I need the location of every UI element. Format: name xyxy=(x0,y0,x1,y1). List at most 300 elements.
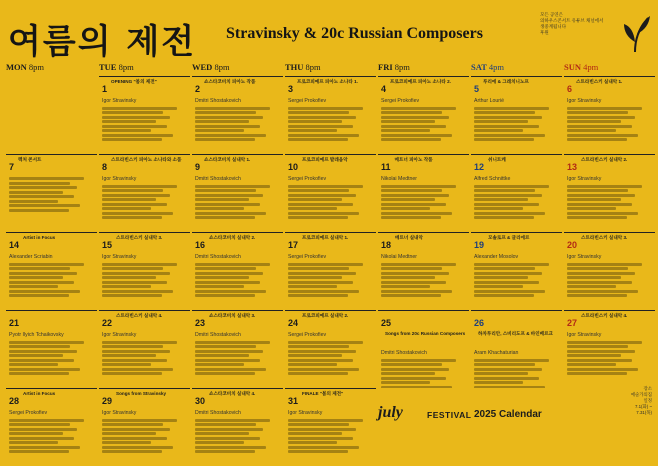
composer-name: Dmitri Shostakovich xyxy=(195,410,241,416)
program-line xyxy=(288,372,348,375)
program-line xyxy=(195,450,255,453)
day-number: 20 xyxy=(567,240,578,250)
program-line xyxy=(381,198,435,201)
calendar-day-cell xyxy=(99,154,190,232)
calendar-day-cell xyxy=(471,154,562,232)
program-line xyxy=(195,281,260,284)
program-line xyxy=(102,272,170,275)
program-line xyxy=(474,381,523,384)
program-line xyxy=(474,194,542,197)
program-line xyxy=(195,189,256,192)
concert-title: OPENING "봄의 제전" xyxy=(111,79,157,84)
program-line xyxy=(195,111,256,114)
calendar-day-cell xyxy=(6,76,97,154)
venue-line: 예술가의집 xyxy=(630,392,652,397)
calendar-day-cell xyxy=(192,310,283,388)
program-line xyxy=(474,263,549,266)
concert-title: 쇼스타코비치 실내악 4. xyxy=(209,391,256,396)
calendar-day-cell xyxy=(6,232,97,310)
program-line xyxy=(288,185,363,188)
day-number: 10 xyxy=(288,162,299,172)
calendar-day-cell xyxy=(564,76,655,154)
program-line xyxy=(381,294,441,297)
july-logo: july xyxy=(378,404,403,421)
program-line xyxy=(567,363,616,366)
day-number: 15 xyxy=(102,240,113,250)
concert-title: 쇼스타코비치 피아노 작품 xyxy=(204,79,256,84)
program-line xyxy=(195,129,244,132)
program-line xyxy=(288,341,363,344)
program-line xyxy=(381,216,441,219)
program-line xyxy=(195,290,266,293)
program-line xyxy=(288,263,363,266)
day-number: 22 xyxy=(102,318,113,328)
program-line xyxy=(381,120,435,123)
program-text-block xyxy=(102,419,187,454)
program-line xyxy=(474,285,523,288)
program-line xyxy=(102,203,167,206)
concert-title: Artist in Focus xyxy=(23,235,56,240)
program-line xyxy=(102,432,156,435)
weekday-header xyxy=(6,62,654,74)
program-line xyxy=(195,363,244,366)
program-line xyxy=(9,285,58,288)
program-text-block xyxy=(9,419,94,454)
program-line xyxy=(102,372,162,375)
program-line xyxy=(474,281,539,284)
program-line xyxy=(9,195,74,198)
calendar-day-cell xyxy=(192,154,283,232)
venue-info xyxy=(588,386,652,416)
day-number: 3 xyxy=(288,84,294,94)
calendar-day-cell xyxy=(285,310,376,388)
calendar-day-cell xyxy=(99,310,190,388)
program-line xyxy=(381,263,456,266)
program-line xyxy=(567,134,638,137)
info-line: 생중계됩니다 xyxy=(540,24,567,29)
program-line xyxy=(381,111,442,114)
program-line xyxy=(9,272,77,275)
program-line xyxy=(195,185,270,188)
program-line xyxy=(288,423,349,426)
program-line xyxy=(9,191,63,194)
info-line: 모든 공연은 xyxy=(540,12,563,17)
program-line xyxy=(102,263,177,266)
program-line xyxy=(195,441,244,444)
program-line xyxy=(195,116,263,119)
program-line xyxy=(102,423,163,426)
calendar-day-cell xyxy=(564,232,655,310)
program-line xyxy=(9,341,84,344)
day-number: 29 xyxy=(102,396,113,406)
program-text-block xyxy=(381,107,466,142)
composer-name: Igor Stravinsky xyxy=(102,176,137,182)
program-line xyxy=(381,116,449,119)
day-number: 12 xyxy=(474,162,485,172)
calendar-day-cell xyxy=(192,76,283,154)
program-line xyxy=(288,125,353,128)
program-line xyxy=(9,419,84,422)
program-line xyxy=(9,182,70,185)
program-line xyxy=(9,350,77,353)
composer-name: Pyotr Ilyich Tchaikovsky xyxy=(9,332,64,338)
day-fri: FRI 8pm xyxy=(378,62,410,72)
concert-title: Songs from 20c Russian Composers xyxy=(385,331,466,336)
program-line xyxy=(195,267,256,270)
program-line xyxy=(102,294,162,297)
program-line xyxy=(567,129,616,132)
concert-title: 스트라빈스키 피아노 소나타와 소품 xyxy=(111,157,182,162)
day-number: 28 xyxy=(9,396,20,406)
composer-name: Arthur Lourié xyxy=(474,98,504,104)
header xyxy=(0,0,658,60)
concert-title: 프로코피예프 실내악 1. xyxy=(302,235,349,240)
day-sun: SUN 4pm xyxy=(564,62,599,72)
program-line xyxy=(102,216,162,219)
program-line xyxy=(102,368,173,371)
program-line xyxy=(195,207,244,210)
program-line xyxy=(102,212,173,215)
program-line xyxy=(474,212,545,215)
program-line xyxy=(195,350,263,353)
program-line xyxy=(474,107,549,110)
program-line xyxy=(102,276,156,279)
composer-name: Alfred Schnittke xyxy=(474,176,511,182)
title-english: Stravinsky & 20c Russian Composers xyxy=(226,25,483,42)
program-text-block xyxy=(288,107,373,142)
program-text-block xyxy=(195,107,280,142)
day-number: 2 xyxy=(195,84,201,94)
program-line xyxy=(102,437,167,440)
festival-label: FESTIVAL xyxy=(427,410,472,420)
program-line xyxy=(474,272,542,275)
calendar-day-cell xyxy=(378,154,469,232)
calendar-day-cell xyxy=(6,388,97,466)
program-line xyxy=(567,281,632,284)
concert-title: 메트너 실내악 xyxy=(395,235,423,240)
concert-title: 스트라빈스키 실내악 2. xyxy=(581,157,628,162)
composer-name: Sergei Prokofiev xyxy=(288,254,327,260)
program-line xyxy=(381,134,452,137)
program-text-block xyxy=(195,419,280,454)
day-number: 9 xyxy=(195,162,201,172)
program-line xyxy=(9,204,80,207)
program-line xyxy=(102,441,151,444)
program-line xyxy=(9,359,74,362)
program-line xyxy=(195,419,270,422)
program-line xyxy=(381,386,452,389)
program-line xyxy=(288,294,348,297)
concert-title: 스트라빈스키 실내악 1. xyxy=(576,79,623,84)
program-line xyxy=(567,189,628,192)
program-line xyxy=(9,200,58,203)
program-line xyxy=(102,354,156,357)
program-line xyxy=(567,263,642,266)
day-number: 11 xyxy=(381,162,391,172)
composer-name: Dmitri Shostakovich xyxy=(195,98,241,104)
program-text-block xyxy=(288,263,373,298)
program-line xyxy=(102,185,177,188)
composer-name: Sergei Prokofiev xyxy=(288,176,327,182)
composer-name: Dmitri Shostakovich xyxy=(381,350,427,356)
calendar-day-cell xyxy=(564,154,655,232)
program-line xyxy=(567,207,616,210)
program-line xyxy=(288,198,342,201)
program-line xyxy=(102,281,167,284)
program-line xyxy=(474,377,539,380)
program-line xyxy=(288,354,342,357)
composer-name: Igor Stravinsky xyxy=(567,254,602,260)
program-text-block xyxy=(381,185,466,220)
concert-title: 프로코피예프 실내악 2. xyxy=(302,313,349,318)
concert-title: 쇼스타코비치 실내악 2. xyxy=(209,235,256,240)
program-line xyxy=(567,372,627,375)
program-line xyxy=(474,203,539,206)
composer-name: Igor Stravinsky xyxy=(102,410,137,416)
program-line xyxy=(195,432,249,435)
program-line xyxy=(474,276,528,279)
program-line xyxy=(474,368,542,371)
program-line xyxy=(288,189,349,192)
program-line xyxy=(567,290,638,293)
program-line xyxy=(102,290,173,293)
composer-name: Igor Stravinsky xyxy=(288,410,323,416)
calendar-day-cell xyxy=(285,232,376,310)
program-line xyxy=(9,354,63,357)
program-line xyxy=(381,125,446,128)
concert-title: 프로코피예프 피아노 소나타 1. xyxy=(297,79,358,84)
program-line xyxy=(195,125,260,128)
program-line xyxy=(567,267,628,270)
program-text-block xyxy=(9,177,94,212)
day-mon: MON 8pm xyxy=(6,62,45,72)
venue-line: 장소 xyxy=(643,386,652,391)
program-line xyxy=(288,203,353,206)
program-line xyxy=(102,345,163,348)
program-line xyxy=(288,194,356,197)
day-number: 13 xyxy=(567,162,578,172)
venue-line: 일정 xyxy=(643,398,652,403)
composer-name: Dmitri Shostakovich xyxy=(195,254,241,260)
program-text-block xyxy=(567,107,652,142)
program-text-block xyxy=(567,185,652,220)
program-line xyxy=(288,281,353,284)
program-line xyxy=(9,432,63,435)
day-number: 18 xyxy=(381,240,392,250)
day-number: 16 xyxy=(195,240,206,250)
concert-title: 프로코피예프 발레음악 xyxy=(302,157,348,162)
program-line xyxy=(195,423,256,426)
calendar-day-cell xyxy=(6,310,97,388)
program-line xyxy=(102,450,162,453)
program-line xyxy=(102,189,163,192)
calendar-day-cell xyxy=(471,232,562,310)
title-korean: 여름의 제전 xyxy=(8,22,197,62)
calendar-day-cell xyxy=(564,310,655,388)
program-line xyxy=(9,428,77,431)
program-line xyxy=(567,354,621,357)
program-line xyxy=(195,345,256,348)
venue-line: 7.31(목) xyxy=(636,410,652,415)
day-number: 31 xyxy=(288,396,299,406)
program-line xyxy=(567,194,635,197)
calendar-day-cell xyxy=(285,76,376,154)
program-text-block xyxy=(567,263,652,298)
calendar-day-cell xyxy=(378,310,469,388)
day-number: 26 xyxy=(474,318,485,328)
program-line xyxy=(474,207,523,210)
program-line xyxy=(288,446,359,449)
program-line xyxy=(567,198,621,201)
program-line xyxy=(288,359,353,362)
composer-name: Igor Stravinsky xyxy=(567,176,602,182)
program-line xyxy=(195,276,249,279)
program-line xyxy=(195,263,270,266)
composer-name: Sergei Prokofiev xyxy=(9,410,48,416)
day-number: 4 xyxy=(381,84,387,94)
program-text-block xyxy=(474,359,559,389)
program-line xyxy=(9,281,74,284)
program-line xyxy=(195,120,249,123)
program-line xyxy=(567,116,635,119)
program-line xyxy=(474,386,545,389)
program-line xyxy=(195,428,263,431)
program-line xyxy=(381,267,442,270)
day-number: 5 xyxy=(474,84,480,94)
program-line xyxy=(9,450,69,453)
calendar-day-cell xyxy=(192,388,283,466)
calendar-grid xyxy=(6,76,654,464)
calendar-label: 2025 Calendar xyxy=(474,409,542,420)
program-line xyxy=(288,428,356,431)
program-line xyxy=(474,290,545,293)
program-line xyxy=(102,285,151,288)
program-line xyxy=(474,359,549,362)
program-line xyxy=(567,359,632,362)
program-line xyxy=(567,272,635,275)
program-line xyxy=(288,216,348,219)
program-line xyxy=(9,446,80,449)
program-line xyxy=(381,203,446,206)
program-line xyxy=(474,116,542,119)
program-line xyxy=(195,372,255,375)
program-line xyxy=(288,107,363,110)
program-line xyxy=(474,129,523,132)
concert-title: 루리에 & 그레치니노프 xyxy=(483,79,529,84)
program-line xyxy=(567,368,638,371)
program-line xyxy=(288,134,359,137)
composer-name: Dmitri Shostakovich xyxy=(195,332,241,338)
program-line xyxy=(9,441,58,444)
program-line xyxy=(474,189,535,192)
program-line xyxy=(288,207,337,210)
composer-name: Igor Stravinsky xyxy=(567,332,602,338)
program-line xyxy=(474,372,528,375)
day-number: 27 xyxy=(567,318,578,328)
program-line xyxy=(567,345,628,348)
program-line xyxy=(567,212,638,215)
day-tue: TUE 8pm xyxy=(99,62,134,72)
program-line xyxy=(195,216,255,219)
calendar-day-cell xyxy=(99,76,190,154)
program-line xyxy=(102,428,170,431)
composer-name: Sergei Prokofiev xyxy=(288,98,327,104)
composer-name: Nikolai Medtner xyxy=(381,254,418,260)
program-line xyxy=(381,285,430,288)
program-line xyxy=(567,285,616,288)
composer-name: Alexander Mosolov xyxy=(474,254,519,260)
program-line xyxy=(195,359,260,362)
info-line: 의하우스콘서트 유튜브 채널에서 xyxy=(540,18,604,23)
program-line xyxy=(195,138,255,141)
info-line: 후원 xyxy=(540,30,549,35)
program-line xyxy=(288,432,342,435)
program-text-block xyxy=(474,185,559,220)
program-line xyxy=(567,111,628,114)
program-line xyxy=(288,290,359,293)
concert-title: FINALE "봄의 제전" xyxy=(302,391,344,396)
program-line xyxy=(9,209,69,212)
program-text-block xyxy=(9,263,94,298)
concert-title: 모솔로프 & 글리에르 xyxy=(488,235,530,240)
concert-title: 하차투리안, 스비리도프 & 바인베르크 xyxy=(478,331,553,336)
day-wed: WED 8pm xyxy=(192,62,230,72)
program-line xyxy=(474,267,535,270)
program-line xyxy=(195,285,244,288)
program-line xyxy=(381,107,456,110)
program-line xyxy=(474,111,535,114)
program-line xyxy=(474,363,535,366)
composer-name: Igor Stravinsky xyxy=(102,332,137,338)
program-line xyxy=(288,111,349,114)
program-line xyxy=(9,186,77,189)
day-number: 1 xyxy=(102,84,108,94)
program-line xyxy=(102,111,163,114)
program-line xyxy=(381,276,435,279)
program-line xyxy=(288,450,348,453)
program-line xyxy=(102,363,151,366)
program-line xyxy=(474,198,528,201)
calendar-day-cell xyxy=(471,76,562,154)
day-number: 7 xyxy=(9,162,15,172)
program-line xyxy=(381,138,441,141)
program-line xyxy=(381,207,430,210)
day-number: 23 xyxy=(195,318,206,328)
calendar-day-cell xyxy=(192,232,283,310)
program-text-block xyxy=(9,341,94,376)
concert-title: 메트너 피아노 작품 xyxy=(394,157,433,162)
program-line xyxy=(9,423,70,426)
program-text-block xyxy=(102,185,187,220)
program-line xyxy=(195,107,270,110)
program-line xyxy=(195,446,266,449)
program-line xyxy=(474,294,534,297)
concert-title: 스트라빈스키 실내악 4. xyxy=(116,313,163,318)
program-line xyxy=(102,207,151,210)
program-line xyxy=(474,125,539,128)
composer-name: Igor Stravinsky xyxy=(567,98,602,104)
calendar-day-cell xyxy=(378,232,469,310)
program-line xyxy=(9,276,63,279)
program-line xyxy=(195,203,260,206)
program-line xyxy=(9,267,70,270)
program-line xyxy=(381,185,456,188)
calendar-day-cell xyxy=(285,154,376,232)
program-line xyxy=(474,120,528,123)
program-text-block xyxy=(102,341,187,376)
program-line xyxy=(288,419,363,422)
program-line xyxy=(288,116,356,119)
